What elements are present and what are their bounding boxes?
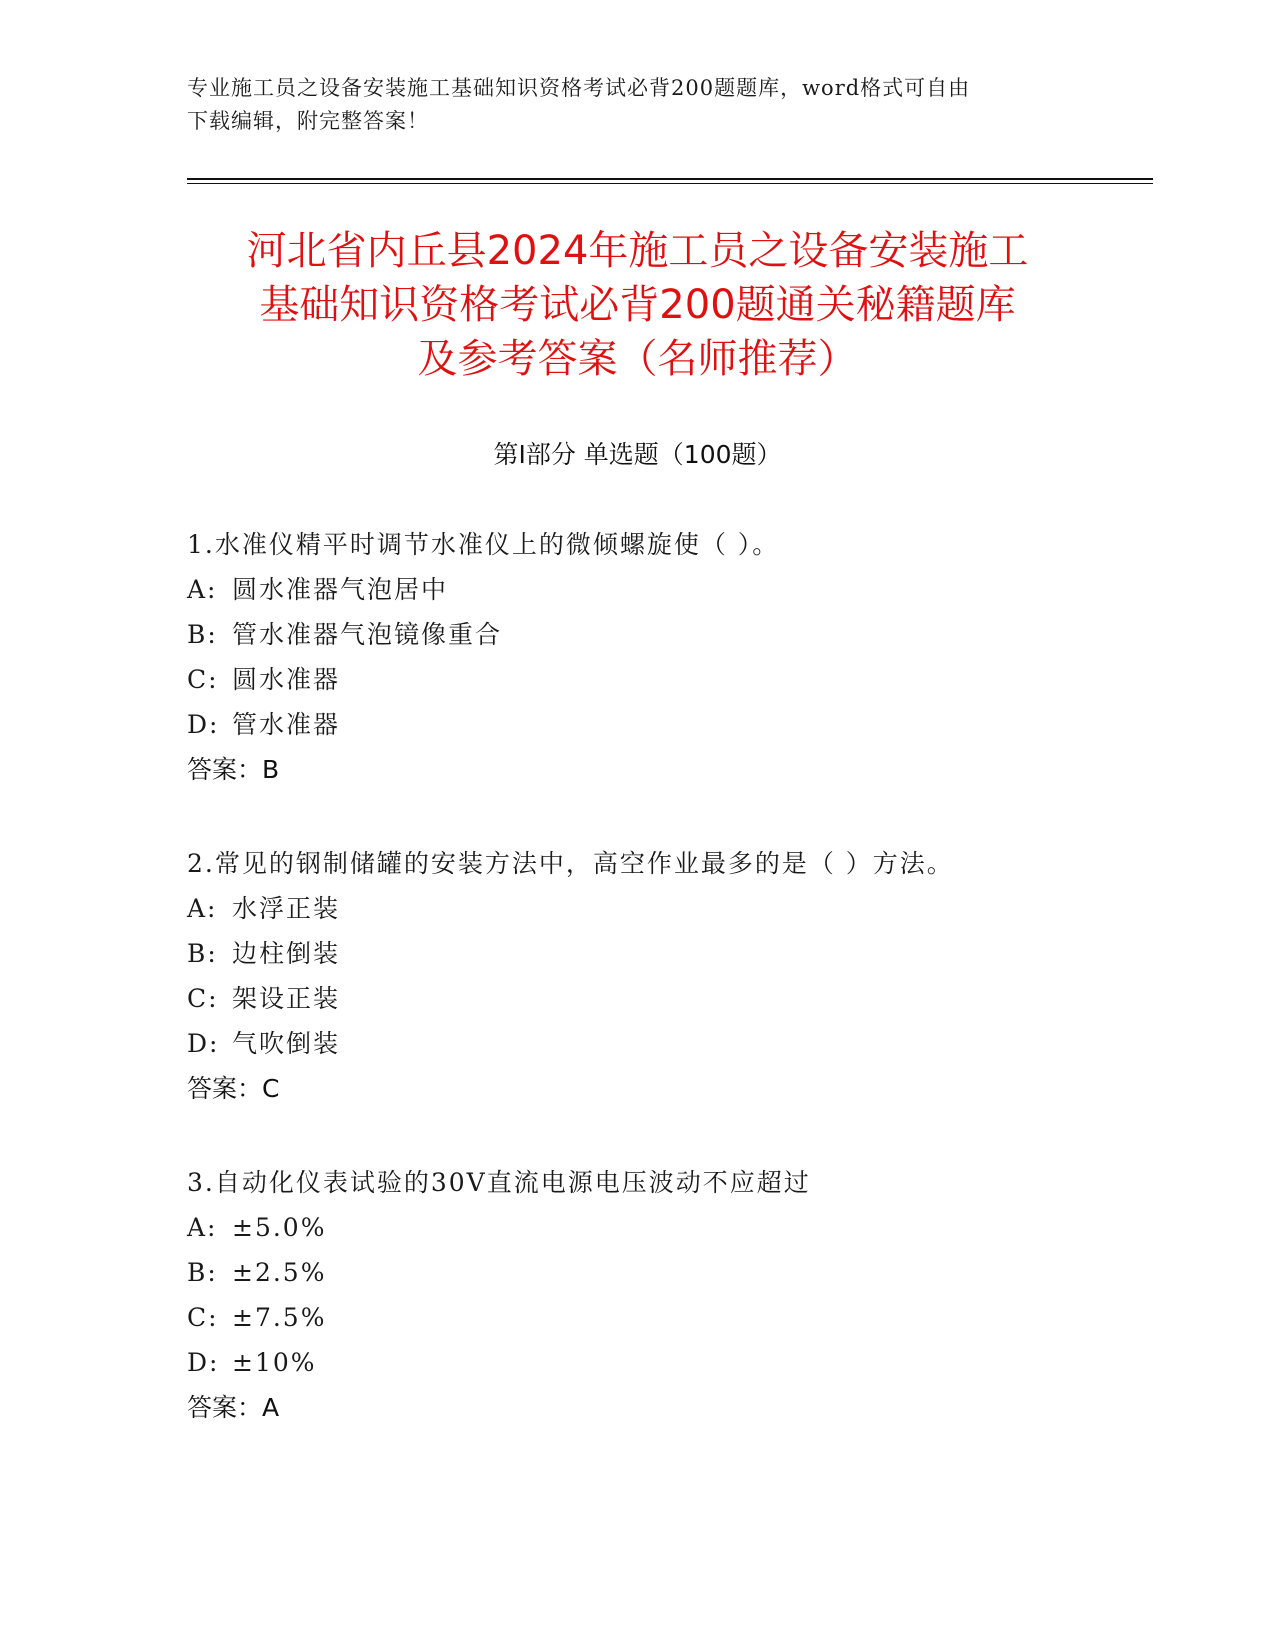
question-stem: 1.水准仪精平时调节水准仪上的微倾螺旋使（ ）。 xyxy=(187,530,780,559)
header-rule-thick xyxy=(187,178,1153,180)
option-b xyxy=(187,612,1147,657)
option-b xyxy=(187,1250,1147,1295)
option-key: D: xyxy=(187,1029,220,1058)
option-a xyxy=(187,886,1147,931)
option-b xyxy=(187,931,1147,976)
option-key: C: xyxy=(187,1303,219,1332)
answer-line: 答案：A xyxy=(187,1393,280,1422)
document-title xyxy=(150,224,1125,386)
option-c xyxy=(187,657,1147,702)
answer-line: 答案：C xyxy=(187,1074,280,1103)
option-text: 管水准器气泡镜像重合 xyxy=(232,620,503,649)
option-text: ±10% xyxy=(232,1348,317,1377)
option-text: 管水准器 xyxy=(232,710,341,739)
option-key: C: xyxy=(187,665,219,694)
option-key: B: xyxy=(187,1258,218,1287)
option-key: B: xyxy=(187,620,218,649)
option-text: 边柱倒装 xyxy=(232,939,341,968)
question-stem: 3.自动化仪表试验的30V直流电源电压波动不应超过 xyxy=(187,1168,811,1197)
option-text: ±2.5% xyxy=(232,1258,327,1287)
document-title-line-3: 及参考答案（名师推荐） xyxy=(417,336,858,382)
option-a xyxy=(187,567,1147,612)
option-c xyxy=(187,976,1147,1021)
option-text: ±7.5% xyxy=(232,1303,327,1332)
header-note-line-2: 下载编辑，附完整答案！ xyxy=(187,109,429,133)
option-d xyxy=(187,702,1147,747)
option-key: A: xyxy=(187,1213,218,1242)
option-key: A: xyxy=(187,894,218,923)
header-note-line-1: 专业施工员之设备安装施工基础知识资格考试必背200题题库，word格式可自由 xyxy=(187,76,971,100)
header-rule-thin xyxy=(187,183,1153,184)
option-d xyxy=(187,1340,1147,1385)
question-stem: 2.常见的钢制储罐的安装方法中，高空作业最多的是（ ）方法。 xyxy=(187,849,954,878)
header-note xyxy=(187,72,1067,138)
option-text: 圆水准器 xyxy=(232,665,341,694)
option-key: D: xyxy=(187,1348,220,1377)
option-a xyxy=(187,1205,1147,1250)
question-item xyxy=(187,522,1147,792)
question-item xyxy=(187,841,1147,1111)
option-text: 水浮正装 xyxy=(232,894,341,923)
document-title-line-1: 河北省内丘县2024年施工员之设备安装施工 xyxy=(246,228,1029,274)
answer-line: 答案：B xyxy=(187,755,280,784)
document-title-line-2: 基础知识资格考试必背200题通关秘籍题库 xyxy=(259,282,1016,328)
option-d xyxy=(187,1021,1147,1066)
option-c xyxy=(187,1295,1147,1340)
option-text: 圆水准器气泡居中 xyxy=(232,575,449,604)
option-text: 气吹倒装 xyxy=(232,1029,341,1058)
section-title: 第Ⅰ部分 单选题（100题） xyxy=(493,440,782,469)
option-key: C: xyxy=(187,984,219,1013)
option-key: B: xyxy=(187,939,218,968)
option-key: A: xyxy=(187,575,218,604)
option-key: D: xyxy=(187,710,220,739)
option-text: 架设正装 xyxy=(232,984,341,1013)
question-item xyxy=(187,1160,1147,1430)
option-text: ±5.0% xyxy=(232,1213,327,1242)
